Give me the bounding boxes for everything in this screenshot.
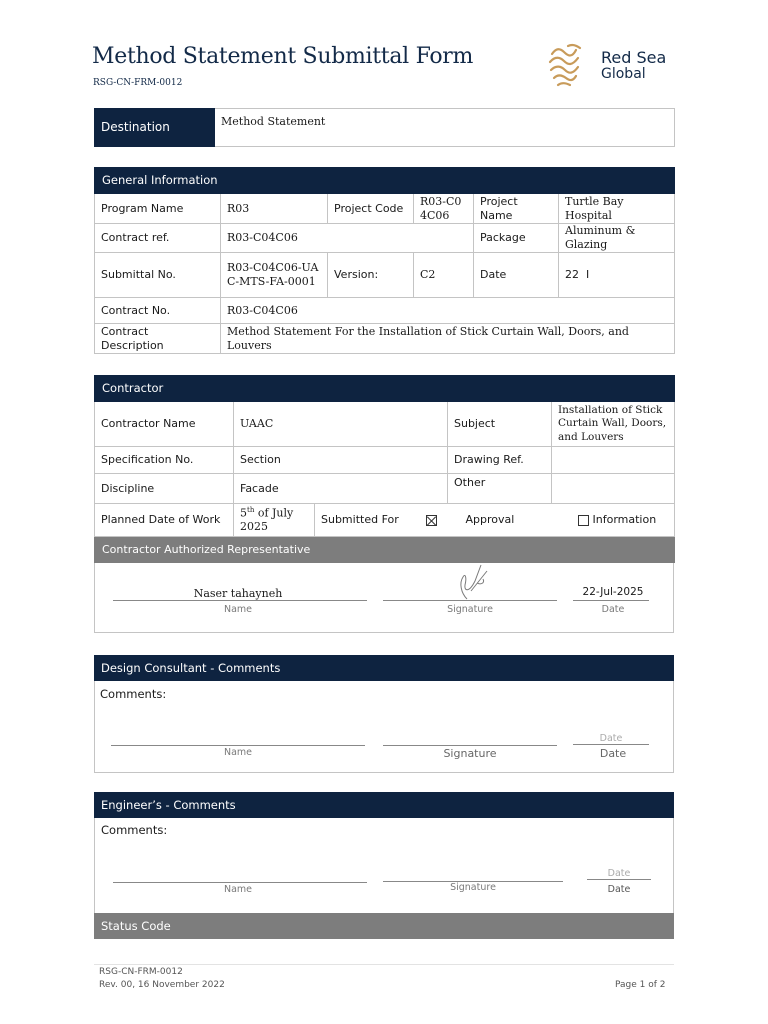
- design-name-line: [111, 745, 365, 746]
- planned-day: 5: [240, 506, 247, 520]
- contract-description-value[interactable]: Method Statement For the Installation of Stick Curtain Wall, Doors, and Louvers: [221, 324, 675, 354]
- form-code: RSG-CN-FRM-0012: [93, 78, 183, 88]
- design-consultant-panel: [94, 681, 674, 773]
- other-value[interactable]: [552, 474, 675, 504]
- general-information-header: General Information: [95, 168, 675, 194]
- project-name-label: Project Name: [474, 194, 559, 224]
- drawing-ref-value[interactable]: [552, 447, 675, 474]
- other-label: Other: [448, 474, 552, 504]
- information-cell: [552, 504, 675, 537]
- rep-name-line: [113, 600, 367, 601]
- rep-signature-line: [383, 600, 557, 601]
- contractor-header: Contractor: [95, 376, 675, 402]
- submittal-no-label: Submittal No.: [95, 253, 221, 298]
- design-name-caption: Name: [223, 747, 253, 758]
- submitted-for-cell: [315, 504, 448, 537]
- destination-value[interactable]: Method Statement: [215, 109, 675, 147]
- drawing-ref-label: Drawing Ref.: [448, 447, 552, 474]
- contract-ref-value[interactable]: R03-C04C06: [221, 224, 474, 253]
- contract-description-label: Contract Description: [95, 324, 221, 354]
- contractor-name-label: Contractor Name: [95, 402, 234, 447]
- engineer-name-line: [113, 882, 367, 883]
- subject-value[interactable]: Installation of Stick Curtain Wall, Doors, and Louvers: [552, 402, 675, 447]
- logo-text-global: Global: [601, 66, 646, 82]
- version-label: Version:: [328, 253, 414, 298]
- destination-label: Destination: [95, 109, 215, 147]
- footer-divider: [94, 964, 674, 965]
- status-code-header: Status Code: [94, 913, 674, 939]
- contractor-signature-panel: [94, 563, 674, 633]
- design-date-line: [573, 744, 649, 745]
- information-checkbox[interactable]: [578, 515, 589, 526]
- submitted-for-label: Submitted For: [321, 513, 399, 527]
- date-label: Date: [474, 253, 559, 298]
- rep-date-value[interactable]: 22-Jul-2025: [582, 586, 644, 598]
- footer-form-code: RSG-CN-FRM-0012: [99, 967, 183, 977]
- package-label: Package: [474, 224, 559, 253]
- discipline-value[interactable]: Facade: [234, 474, 448, 504]
- program-name-label: Program Name: [95, 194, 221, 224]
- design-date-caption: Date: [599, 747, 627, 760]
- engineer-signature-caption: Signature: [450, 882, 496, 893]
- design-date-placeholder: Date: [599, 733, 623, 744]
- signature-scribble-icon: [447, 563, 497, 603]
- destination-table: [94, 108, 675, 147]
- engineer-date-placeholder: Date: [607, 868, 631, 879]
- engineer-comments-label: Comments:: [101, 823, 168, 837]
- engineer-panel: [94, 818, 674, 914]
- program-name-value[interactable]: R03: [221, 194, 328, 224]
- project-code-value[interactable]: R03-C04C06: [414, 194, 474, 224]
- discipline-label: Discipline: [95, 474, 234, 504]
- engineer-name-caption: Name: [223, 884, 253, 895]
- contractor-name-value[interactable]: UAAC: [234, 402, 448, 447]
- specification-no-value[interactable]: Section: [234, 447, 448, 474]
- specification-no-label: Specification No.: [95, 447, 234, 474]
- design-comments-label: Comments:: [100, 687, 167, 701]
- contract-no-value[interactable]: R03-C04C06: [221, 298, 675, 324]
- planned-date-label: Planned Date of Work: [95, 504, 234, 537]
- engineer-date-line: [587, 879, 651, 880]
- authorized-representative-header: Contractor Authorized Representative: [95, 537, 675, 563]
- engineer-date-caption: Date: [607, 884, 631, 895]
- contractor-table: [94, 375, 675, 563]
- planned-rest: of July 2025: [240, 506, 294, 534]
- design-signature-line: [383, 745, 557, 746]
- form-title: Method Statement Submittal Form: [92, 44, 474, 69]
- rep-name-caption: Name: [223, 604, 253, 615]
- version-value[interactable]: C2: [414, 253, 474, 298]
- rep-date-line: [573, 600, 649, 601]
- rep-signature-caption: Signature: [447, 604, 493, 615]
- approval-label: Approval: [448, 504, 552, 537]
- planned-day-suffix: th: [247, 505, 255, 514]
- design-consultant-header: Design Consultant - Comments: [94, 655, 674, 681]
- footer-page-number: Page 1 of 2: [615, 980, 666, 990]
- subject-label: Subject: [448, 402, 552, 447]
- contract-ref-label: Contract ref.: [95, 224, 221, 253]
- submittal-no-value[interactable]: R03-C04C06-UAC-MTS-FA-0001: [221, 253, 328, 298]
- design-signature-caption: Signature: [443, 747, 497, 760]
- planned-date-value[interactable]: [234, 504, 315, 537]
- general-information-table: [94, 167, 675, 354]
- contract-no-label: Contract No.: [95, 298, 221, 324]
- package-value[interactable]: Aluminum & Glazing: [559, 224, 675, 253]
- information-label: Information: [592, 513, 657, 527]
- date-value[interactable]: 22 I: [559, 253, 675, 298]
- rep-date-caption: Date: [601, 604, 625, 615]
- project-code-label: Project Code: [328, 194, 414, 224]
- approval-checkbox[interactable]: [426, 515, 437, 526]
- engineer-header: Engineer’s - Comments: [94, 792, 674, 818]
- logo-text-red-sea: Red Sea: [601, 48, 667, 67]
- project-name-value[interactable]: Turtle Bay Hospital: [559, 194, 675, 224]
- rep-name-value[interactable]: Naser tahayneh: [193, 587, 283, 600]
- footer-revision: Rev. 00, 16 November 2022: [99, 980, 225, 990]
